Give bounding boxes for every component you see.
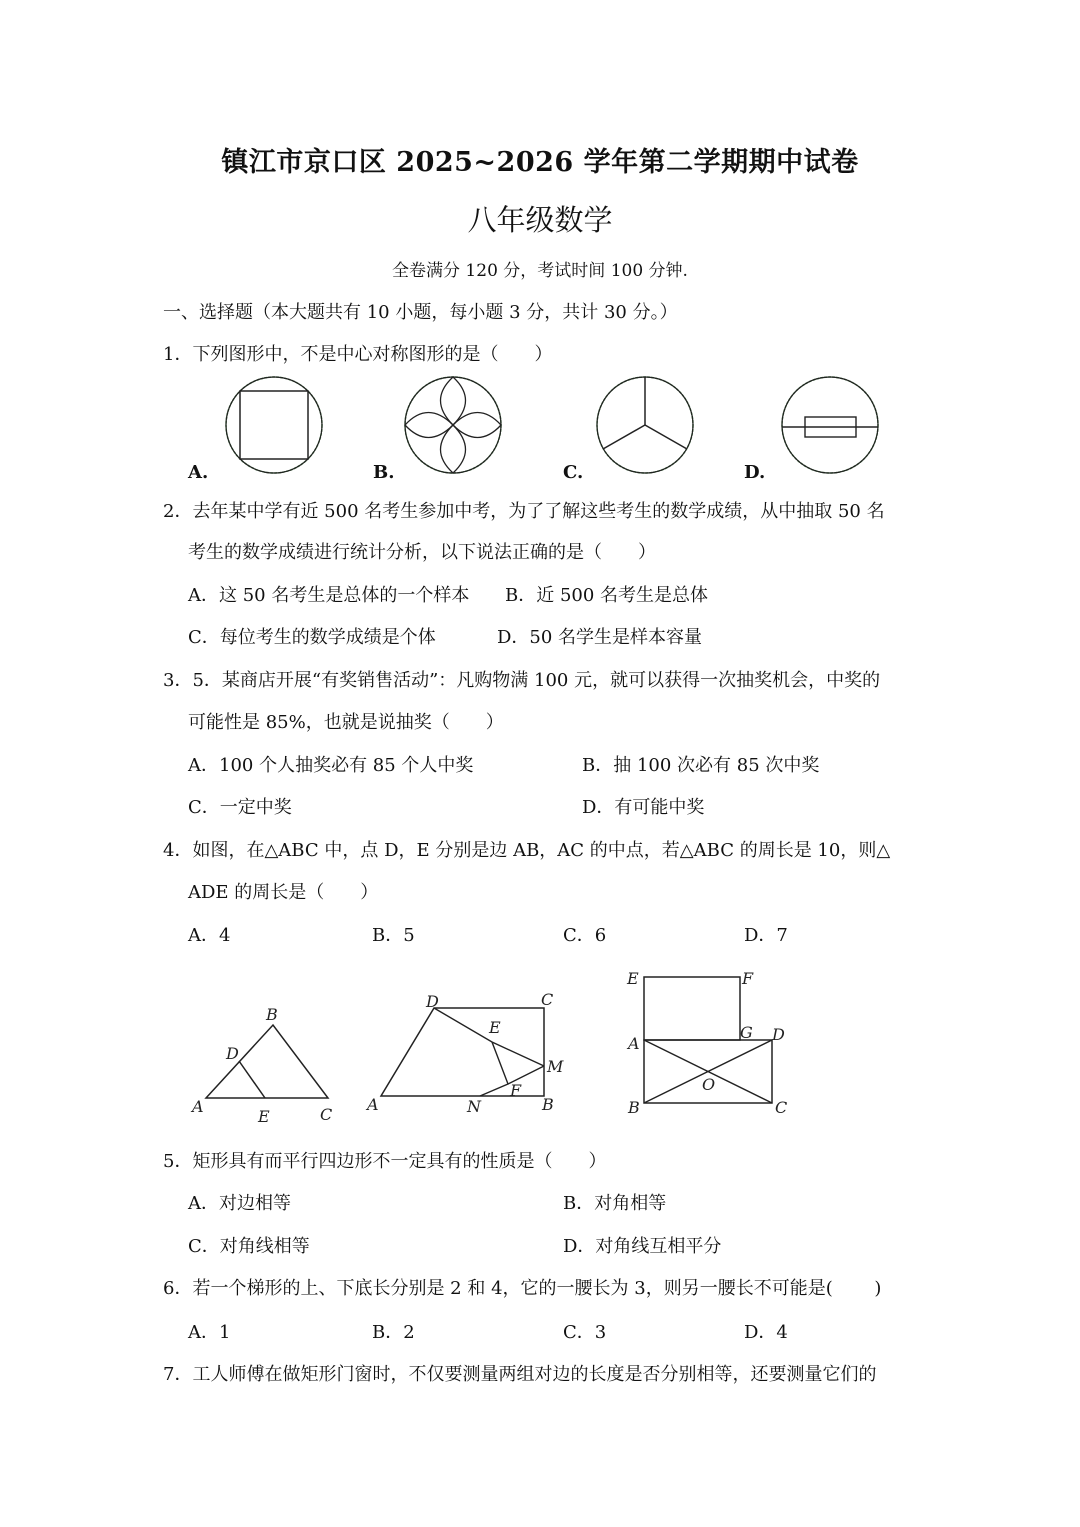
fig2-label-b: B — [542, 1095, 554, 1114]
fig2-label-n: N — [467, 1097, 481, 1116]
fig3-label-c: C — [775, 1098, 788, 1117]
q3-stem-line1: 3．5．某商店开展“有奖销售活动”：凡购物满 100 元，就可以获得一次抽奖机会，中奖的 — [163, 670, 881, 691]
fig1-label-a: A — [192, 1097, 204, 1116]
q5-option-b: B．对角相等 — [563, 1193, 667, 1214]
q5-stem: 5．矩形具有而平行四边形不一定具有的性质是（ ） — [163, 1151, 607, 1172]
fig2-label-c: C — [541, 990, 554, 1009]
q3-option-c: C．一定中奖 — [188, 797, 292, 818]
rectangle-square-figure — [626, 969, 787, 1117]
q3-stem-line2: 可能性是 85%，也就是说抽奖（ ） — [188, 712, 504, 733]
q6-option-d: D．4 — [744, 1322, 788, 1343]
fig3-label-d: D — [772, 1025, 785, 1044]
geometry-figures — [180, 960, 820, 1130]
trapezoid-fold-figure — [365, 990, 564, 1116]
q2-option-a: A．这 50 名考生是总体的一个样本 — [188, 585, 470, 606]
fig1-label-d: D — [226, 1044, 239, 1063]
section-heading: 一、选择题（本大题共有 10 小题，每小题 3 分，共计 30 分。） — [163, 302, 678, 323]
q1-label-c: C. — [563, 462, 584, 483]
page-subtitle: 八年级数学 — [467, 203, 613, 237]
q1-figure-d — [782, 377, 878, 473]
q2-option-c: C．每位考生的数学成绩是个体 — [188, 627, 436, 648]
q4-option-b: B．5 — [372, 925, 415, 946]
q3-option-a: A．100 个人抽奖必有 85 个人中奖 — [188, 755, 474, 776]
q5-option-d: D．对角线互相平分 — [563, 1236, 722, 1257]
exam-note: 全卷满分 120 分，考试时间 100 分钟. — [392, 261, 688, 281]
fig2-label-f: F — [510, 1081, 522, 1100]
fig3-label-e: E — [627, 969, 639, 988]
q5-option-a: A．对边相等 — [188, 1193, 291, 1214]
q1-stem: 1．下列图形中，不是中心对称图形的是（ ） — [163, 344, 553, 365]
q1-figure-c — [597, 377, 693, 473]
q3-option-b: B．抽 100 次必有 85 次中奖 — [582, 755, 820, 776]
q6-option-c: C．3 — [563, 1322, 607, 1343]
q1-figures — [180, 370, 900, 485]
q3-option-d: D．有可能中奖 — [582, 797, 705, 818]
fig3-label-b: B — [628, 1098, 640, 1117]
q1-label-b: B. — [373, 462, 395, 483]
q4-stem-line1: 4．如图，在△ABC 中，点 D，E 分别是边 AB，AC 的中点，若△ABC 的周长是 10，则△ — [163, 840, 891, 861]
triangle-abc-figure — [190, 1005, 332, 1126]
q2-option-d: D．50 名学生是样本容量 — [497, 627, 703, 648]
q4-option-a: A．4 — [188, 925, 231, 946]
fig1-label-b: B — [266, 1005, 278, 1024]
q2-option-b: B．近 500 名考生是总体 — [505, 585, 709, 606]
q6-option-a: A．1 — [188, 1322, 231, 1343]
q4-option-c: C．6 — [563, 925, 607, 946]
q5-option-c: C．对角线相等 — [188, 1236, 310, 1257]
q7-stem: 7．工人师傅在做矩形门窗时，不仅要测量两组对边的长度是否分别相等，还要测量它们的 — [163, 1364, 877, 1385]
q4-stem-line2: ADE 的周长是（ ） — [188, 882, 379, 903]
fig2-label-d: D — [426, 992, 439, 1011]
q4-option-d: D．7 — [744, 925, 788, 946]
fig3-label-a: A — [628, 1034, 640, 1053]
fig2-label-a: A — [367, 1095, 379, 1114]
fig3-label-o: O — [702, 1075, 716, 1094]
q6-stem: 6．若一个梯形的上、下底长分别是 2 和 4，它的一腰长为 3，则另一腰长不可能是( ) — [163, 1278, 882, 1299]
fig2-label-e: E — [489, 1018, 501, 1037]
q1-figure-b — [405, 377, 501, 473]
q1-label-d: D. — [744, 462, 766, 483]
fig1-label-c: C — [320, 1105, 333, 1124]
q2-stem-line1: 2．去年某中学有近 500 名考生参加中考，为了了解这些考生的数学成绩，从中抽取 50 名 — [163, 501, 885, 522]
fig2-label-m: M — [547, 1057, 564, 1076]
page-title: 镇江市京口区 2025~2026 学年第二学期期中试卷 — [221, 147, 859, 178]
q6-option-b: B．2 — [372, 1322, 415, 1343]
fig3-label-f: F — [742, 969, 754, 988]
q1-figure-a — [226, 377, 322, 473]
q1-label-a: A. — [188, 462, 209, 483]
q2-stem-line2: 考生的数学成绩进行统计分析，以下说法正确的是（ ） — [188, 542, 656, 563]
fig3-label-g: G — [740, 1023, 753, 1042]
fig1-label-e: E — [258, 1107, 270, 1126]
